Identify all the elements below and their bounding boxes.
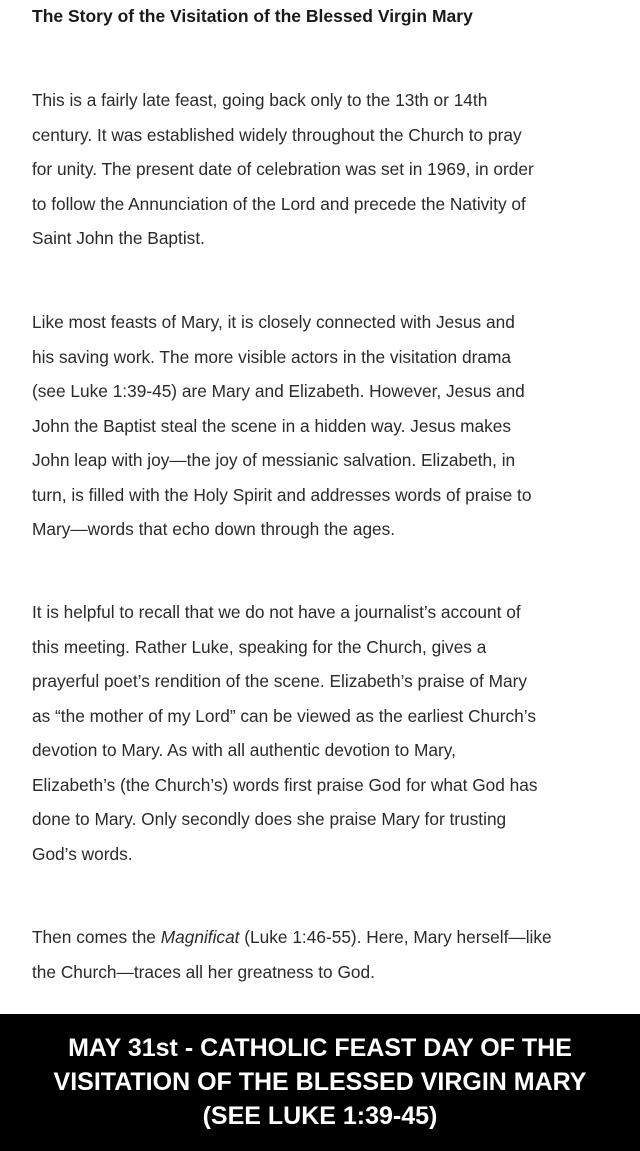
text-segment: (Luke 1:46-55). Here, Mary herself—like	[239, 927, 552, 947]
caption-banner	[0, 1014, 640, 1151]
text-line: John the Baptist steal the scene in a hidden way. Jesus makes	[32, 415, 512, 436]
text-line: devotion to Mary. As with all authentic devotion to Mary,	[32, 740, 456, 760]
paragraph-feasts	[32, 305, 531, 547]
text-line: the Church—traces all her greatness to God.	[32, 961, 375, 982]
text-line: Saint John the Baptist.	[32, 228, 205, 248]
text-line	[32, 920, 552, 955]
text-line: Elizabeth’s (the Church’s) words first praise God for what God has	[32, 774, 538, 795]
text-line: God’s words.	[32, 843, 133, 864]
text-line: turn, is filled with the Holy Spirit and addresses words of praise to	[32, 484, 532, 505]
text-segment: Then comes the	[32, 927, 161, 947]
text-line: John leap with joy—the joy of messianic salvation. Elizabeth, in	[32, 450, 516, 470]
text-line: this meeting. Rather Luke, speaking for the Church, gives a	[32, 636, 487, 657]
paragraph-intro	[32, 83, 534, 256]
text-line: done to Mary. Only secondly does she praise Mary for trusting	[32, 809, 507, 829]
paragraph-magnificat	[32, 920, 552, 989]
banner-line: (SEE LUKE 1:39-45)	[202, 1102, 438, 1130]
text-line: Mary—words that echo down through the ages.	[32, 519, 396, 539]
text-line: as “the mother of my Lord” can be viewed as the earliest Church’s	[32, 705, 536, 726]
text-line: prayerful poet’s rendition of the scene. Elizabeth’s praise of Mary	[32, 671, 528, 691]
text-line: his saving work. The more visible actors in the visitation drama	[32, 346, 511, 367]
text-line: Like most feasts of Mary, it is closely connected with Jesus and	[32, 312, 515, 332]
article-title: The Story of the Visitation of the Blessed Virgin Mary	[32, 6, 473, 26]
text-line: century. It was established widely throughout the Church to pray	[32, 124, 522, 145]
banner-line: MAY 31st - CATHOLIC FEAST DAY OF THE	[68, 1034, 572, 1062]
magnificat-italic: Magnificat	[160, 927, 240, 947]
banner-line: VISITATION OF THE BLESSED VIRGIN MARY	[53, 1068, 587, 1096]
text-line: It is helpful to recall that we do not have a journalist’s account of	[32, 602, 521, 622]
text-line: This is a fairly late feast, going back only to the 13th or 14th	[32, 90, 488, 110]
text-line: to follow the Annunciation of the Lord and precede the Nativity of	[32, 193, 526, 214]
paragraph-recall	[32, 595, 538, 871]
text-line: for unity. The present date of celebration was set in 1969, in order	[32, 159, 534, 179]
text-line: (see Luke 1:39-45) are Mary and Elizabeth. However, Jesus and	[32, 381, 525, 401]
